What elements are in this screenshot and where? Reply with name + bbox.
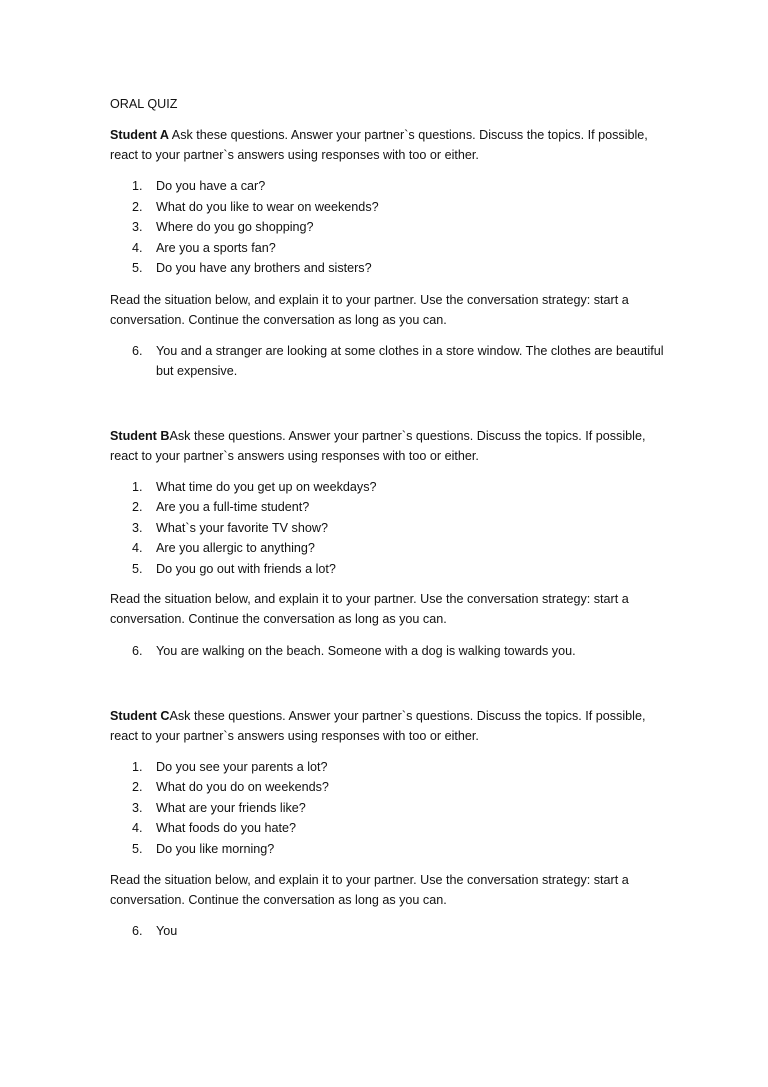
list-number: 5. [132, 261, 143, 275]
student-c-label: Student C [110, 708, 170, 723]
student-a-question-list [110, 176, 670, 279]
student-b-label: Student B [110, 428, 170, 443]
list-number: 1. [132, 759, 143, 774]
list-item [110, 839, 670, 860]
list-item [110, 217, 670, 238]
question-text: Do you have a car? [156, 179, 266, 193]
student-c-question-list [110, 757, 670, 860]
student-a-instructions [110, 125, 670, 165]
student-b-question-list [110, 477, 670, 580]
document-title: ORAL QUIZ [110, 97, 178, 111]
list-item [110, 197, 670, 218]
question-text: Do you have any brothers and sisters? [156, 261, 372, 275]
list-number: 6. [132, 924, 143, 938]
list-number: 4. [132, 541, 143, 555]
question-text: What do you do on weekends? [156, 780, 329, 794]
list-number: 1. [132, 479, 143, 494]
list-item [110, 818, 670, 839]
question-text: What`s your favorite TV show? [156, 520, 328, 535]
list-number: 6. [132, 343, 143, 358]
list-number: 3. [132, 520, 143, 535]
question-text: Do you go out with friends a lot? [156, 561, 336, 576]
question-text: Do you like morning? [156, 841, 275, 856]
list-item [110, 518, 670, 539]
list-number: 6. [132, 644, 143, 658]
student-a-instructions-text: Ask these questions. Answer your partner`s questions. Discuss the topics. If possible, react to your partner`s answers using responses with too or either. [110, 128, 648, 162]
situation-text: You and a stranger are looking at some clothes in a store window. The clothes are beautiful but expensive. [156, 343, 664, 378]
list-item [110, 477, 670, 498]
situation-text: You [156, 924, 178, 938]
question-text: Do you see your parents a lot? [156, 759, 328, 774]
list-item [110, 497, 670, 518]
list-item [110, 559, 670, 580]
list-number: 3. [132, 800, 143, 815]
list-number: 3. [132, 220, 143, 234]
student-a-label: Student A [110, 128, 169, 142]
question-text: What time do you get up on weekdays? [156, 479, 377, 494]
list-item [110, 258, 670, 279]
question-text: What foods do you hate? [156, 821, 297, 835]
list-number: 4. [132, 240, 143, 255]
section-student-a [110, 125, 670, 382]
list-number: 2. [132, 199, 143, 214]
question-text: Are you a sports fan? [156, 240, 276, 255]
student-b-situation-list [110, 641, 670, 662]
list-item [110, 641, 670, 662]
list-item [110, 341, 670, 382]
student-c-situation-instructions: Read the situation below, and explain it to your partner. Use the conversation strategy: start a conversation. Continue the conversation as long as you can. [110, 873, 629, 907]
student-b-instructions [110, 426, 670, 466]
student-a-situation-instructions: Read the situation below, and explain it to your partner. Use the conversation strategy: start a conversation. Continue the conversation as long as you can. [110, 292, 629, 327]
student-c-instructions-text: Ask these questions. Answer your partner`s questions. Discuss the topics. If possible, react to your partner`s answers using responses with too or either. [110, 708, 646, 743]
situation-text: You are walking on the beach. Someone with a dog is walking towards you. [156, 644, 576, 658]
student-b-instructions-text: Ask these questions. Answer your partner`s questions. Discuss the topics. If possible, react to your partner`s answers using responses with too or either. [110, 428, 646, 463]
question-text: Where do you go shopping? [156, 220, 314, 234]
student-b-situation-instructions: Read the situation below, and explain it to your partner. Use the conversation strategy: start a conversation. Continue the conversation as long as you can. [110, 592, 629, 626]
list-number: 5. [132, 841, 143, 856]
list-item [110, 176, 670, 197]
list-item [110, 777, 670, 798]
document-body [110, 94, 670, 942]
list-number: 4. [132, 821, 143, 835]
list-number: 2. [132, 780, 143, 794]
list-item [110, 921, 670, 942]
student-c-instructions [110, 706, 670, 746]
question-text: What do you like to wear on weekends? [156, 199, 379, 214]
list-item [110, 538, 670, 559]
list-number: 5. [132, 561, 143, 576]
list-item [110, 798, 670, 819]
question-text: Are you allergic to anything? [156, 541, 315, 555]
list-item [110, 757, 670, 778]
student-c-situation-list [110, 921, 670, 942]
list-number: 2. [132, 500, 143, 514]
section-student-b [110, 426, 670, 662]
question-text: Are you a full-time student? [156, 500, 310, 514]
section-student-c [110, 706, 670, 942]
list-number: 1. [132, 179, 143, 193]
question-text: What are your friends like? [156, 800, 306, 815]
list-item [110, 238, 670, 259]
student-a-situation-list [110, 341, 670, 382]
